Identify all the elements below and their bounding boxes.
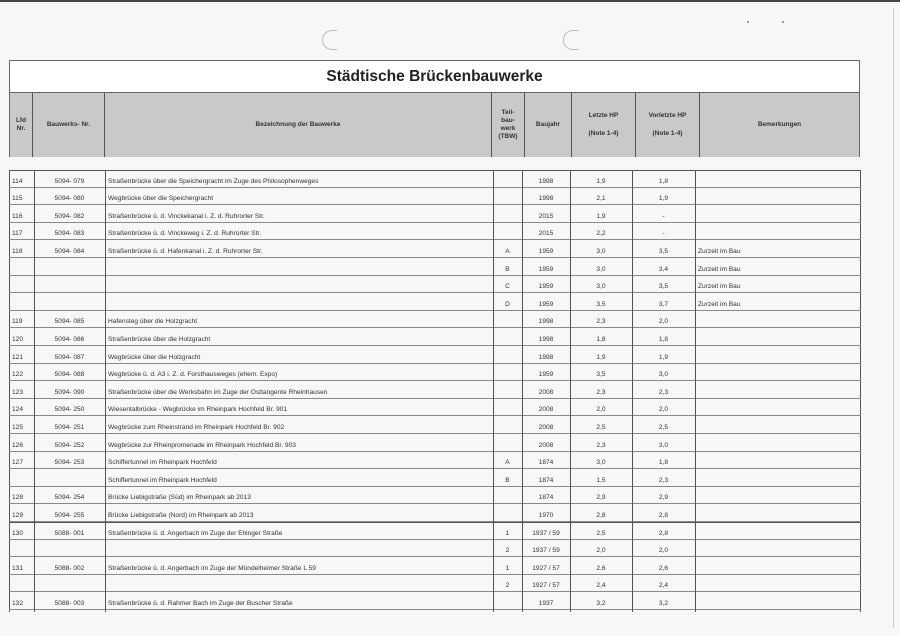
table-row xyxy=(9,522,861,540)
row-bemerkungen xyxy=(695,188,861,206)
row-bezeichnung: Wegbrücke über die Holzgracht xyxy=(105,346,493,364)
table-row xyxy=(9,592,861,610)
column-divider xyxy=(493,170,494,612)
row-bauwerks-nr xyxy=(34,540,105,558)
row-bauwerks-nr: 5094- 250 xyxy=(34,399,105,417)
row-bemerkungen xyxy=(695,364,861,382)
row-bauwerks-nr xyxy=(34,293,105,311)
table-row xyxy=(9,276,861,294)
table-row xyxy=(9,540,861,558)
row-baujahr: 1998 xyxy=(522,170,570,188)
row-bemerkungen xyxy=(695,434,861,452)
row-letzte-hp: 1,5 xyxy=(570,469,632,487)
row-lfd-nr: 118 xyxy=(9,240,34,258)
row-baujahr: 1937 / 59 xyxy=(522,540,570,558)
row-lfd-nr: 121 xyxy=(9,346,34,364)
table-row xyxy=(9,452,861,470)
row-baujahr: 1874 xyxy=(522,487,570,505)
row-bauwerks-nr: 5094- 083 xyxy=(34,223,105,241)
row-letzte-hp: 3,2 xyxy=(570,592,632,610)
row-vorletzte-hp: 2,0 xyxy=(632,399,695,417)
row-bezeichnung: Wegbrücke zum Rheinstrand im Rheinpark Hochfeld Br. 902 xyxy=(105,416,493,434)
punch-hole-mark xyxy=(563,30,578,50)
row-bauwerks-nr: 5094- 255 xyxy=(34,504,105,522)
row-bauwerks-nr: 5094- 090 xyxy=(34,381,105,399)
row-teilbauwerk xyxy=(493,223,522,241)
row-bauwerks-nr: 5088- 002 xyxy=(34,557,105,575)
row-vorletzte-hp: 1,9 xyxy=(632,188,695,206)
row-bezeichnung: Straßenbrücke ü. d. Angerbach im Zuge der Mündelheimer Straße L 59 xyxy=(105,557,493,575)
row-vorletzte-hp: - xyxy=(632,223,695,241)
row-bezeichnung: Straßenbrücke ü. d. Vinckeweg i. Z. d. Ruhrorter Str. xyxy=(105,223,493,241)
row-bezeichnung: Wegbrücke zur Rheinpromenade im Rheinpark Hochfeld Br. 903 xyxy=(105,434,493,452)
row-lfd-nr xyxy=(9,575,34,593)
row-lfd-nr xyxy=(9,540,34,558)
row-baujahr: 1998 xyxy=(522,346,570,364)
table-row xyxy=(9,557,861,575)
table-row xyxy=(9,311,861,329)
row-lfd-nr: 132 xyxy=(9,592,34,610)
table-row xyxy=(9,170,861,188)
row-letzte-hp: 2,9 xyxy=(570,487,632,505)
header-letzte-hp-line2: (Note 1-4) xyxy=(588,130,619,137)
row-teilbauwerk xyxy=(493,364,522,382)
row-letzte-hp: 3,0 xyxy=(570,258,632,276)
row-bemerkungen xyxy=(695,328,861,346)
table-row xyxy=(9,416,861,434)
row-bemerkungen xyxy=(695,487,861,505)
row-bezeichnung xyxy=(105,293,493,311)
row-lfd-nr: 122 xyxy=(9,364,34,382)
row-lfd-nr: 129 xyxy=(9,504,34,522)
bridge-table xyxy=(9,170,861,612)
row-bauwerks-nr: 5094- 086 xyxy=(34,328,105,346)
row-lfd-nr: 124 xyxy=(9,399,34,417)
row-bemerkungen xyxy=(695,381,861,399)
row-baujahr: 1998 xyxy=(522,188,570,206)
row-bauwerks-nr: 5094- 088 xyxy=(34,364,105,382)
row-baujahr: 1959 xyxy=(522,258,570,276)
row-lfd-nr: 114 xyxy=(9,170,34,188)
row-vorletzte-hp: 2,0 xyxy=(632,540,695,558)
row-bemerkungen: Zurzeit im Bau xyxy=(695,240,861,258)
row-letzte-hp: 2,3 xyxy=(570,381,632,399)
row-bauwerks-nr xyxy=(34,575,105,593)
table-row xyxy=(9,469,861,487)
row-bauwerks-nr xyxy=(34,276,105,294)
row-lfd-nr: 120 xyxy=(9,328,34,346)
row-bezeichnung: Straßenbrücke über die Werksbahn im Zuge der Osttangente Rheinhausen xyxy=(105,381,493,399)
row-vorletzte-hp: 1,8 xyxy=(632,452,695,470)
row-vorletzte-hp: 2,3 xyxy=(632,469,695,487)
header-vorletzte-hp-line2: (Note 1-4) xyxy=(652,130,683,137)
row-lfd-nr: 123 xyxy=(9,381,34,399)
row-teilbauwerk: 2 xyxy=(493,540,522,558)
row-baujahr: 1959 xyxy=(522,293,570,311)
row-bemerkungen xyxy=(695,504,861,522)
row-lfd-nr: 131 xyxy=(9,557,34,575)
header-letzte-hp-line1: Letzte HP xyxy=(588,111,619,119)
row-baujahr: 2008 xyxy=(522,399,570,417)
row-bemerkungen xyxy=(695,522,861,540)
row-vorletzte-hp: 2,0 xyxy=(632,311,695,329)
row-baujahr: 1927 / 57 xyxy=(522,575,570,593)
row-letzte-hp: 1,9 xyxy=(570,346,632,364)
row-letzte-hp: 3,5 xyxy=(570,364,632,382)
column-divider xyxy=(695,170,696,612)
row-bauwerks-nr: 5088- 001 xyxy=(34,522,105,540)
row-lfd-nr: 116 xyxy=(9,205,34,223)
row-teilbauwerk xyxy=(493,170,522,188)
row-teilbauwerk xyxy=(493,205,522,223)
row-vorletzte-hp: 3,0 xyxy=(632,364,695,382)
row-letzte-hp: 2,5 xyxy=(570,522,632,540)
row-teilbauwerk: C xyxy=(493,276,522,294)
row-letzte-hp: 2,8 xyxy=(570,504,632,522)
row-baujahr: 1937 xyxy=(522,592,570,610)
row-lfd-nr: 126 xyxy=(9,434,34,452)
row-baujahr: 2008 xyxy=(522,381,570,399)
column-divider xyxy=(570,170,571,612)
table-row xyxy=(9,575,861,593)
row-bezeichnung xyxy=(105,276,493,294)
punch-hole-mark xyxy=(322,30,337,50)
document-title: Städtische Brückenbauwerke xyxy=(10,61,859,93)
row-letzte-hp: 2,0 xyxy=(570,399,632,417)
row-bemerkungen xyxy=(695,452,861,470)
row-teilbauwerk xyxy=(493,311,522,329)
row-baujahr: 2015 xyxy=(522,223,570,241)
row-bezeichnung: Wegbrücke über die Speichergracht xyxy=(105,188,493,206)
row-letzte-hp: 3,5 xyxy=(570,293,632,311)
row-bauwerks-nr: 5094- 085 xyxy=(34,311,105,329)
row-bemerkungen xyxy=(695,311,861,329)
row-vorletzte-hp: 1,8 xyxy=(632,328,695,346)
header-bezeichnung-label: Bezeichnung der Bauwerke xyxy=(255,120,341,128)
column-divider xyxy=(34,170,35,612)
row-teilbauwerk xyxy=(493,416,522,434)
row-bauwerks-nr: 5094- 080 xyxy=(34,188,105,206)
row-vorletzte-hp: - xyxy=(632,205,695,223)
row-bezeichnung: Wegbrücke ü. d. A3 i. Z. d. Forsthausweges (ehem. Expo) xyxy=(105,364,493,382)
row-vorletzte-hp: 2,4 xyxy=(632,575,695,593)
row-vorletzte-hp: 2,9 xyxy=(632,487,695,505)
row-vorletzte-hp: 1,9 xyxy=(632,346,695,364)
row-bemerkungen xyxy=(695,575,861,593)
row-bezeichnung xyxy=(105,575,493,593)
row-bauwerks-nr: 5094- 251 xyxy=(34,416,105,434)
row-letzte-hp: 1,9 xyxy=(570,170,632,188)
row-lfd-nr: 117 xyxy=(9,223,34,241)
row-letzte-hp: 3,0 xyxy=(570,240,632,258)
row-bauwerks-nr: 5094- 252 xyxy=(34,434,105,452)
table-row xyxy=(9,223,861,241)
column-header-row xyxy=(10,93,859,157)
row-baujahr: 1959 xyxy=(522,364,570,382)
row-letzte-hp: 3,0 xyxy=(570,452,632,470)
row-baujahr: 2015 xyxy=(522,205,570,223)
row-vorletzte-hp: 2,8 xyxy=(632,522,695,540)
row-baujahr: 1998 xyxy=(522,311,570,329)
header-bauwerks-nr xyxy=(33,93,105,157)
header-tbw-line1: Teil- xyxy=(501,108,515,116)
row-bezeichnung: Schiffertunnel im Rheinpark Hochfeld xyxy=(105,452,493,470)
row-bemerkungen xyxy=(695,399,861,417)
row-letzte-hp: 2,6 xyxy=(570,557,632,575)
row-vorletzte-hp: 1,8 xyxy=(632,170,695,188)
row-bauwerks-nr: 5094- 079 xyxy=(34,170,105,188)
row-bezeichnung xyxy=(105,540,493,558)
row-teilbauwerk: A xyxy=(493,452,522,470)
row-bezeichnung: Straßenbrücke über die Holzgracht xyxy=(105,328,493,346)
header-lfd-line1: Lfd xyxy=(15,116,27,124)
column-divider xyxy=(632,170,633,612)
row-bezeichnung: Brücke Liebigstraße (Süd) im Rheinpark ab 2013 xyxy=(105,487,493,505)
row-letzte-hp: 1,9 xyxy=(570,205,632,223)
row-vorletzte-hp: 2,5 xyxy=(632,416,695,434)
row-teilbauwerk: D xyxy=(493,293,522,311)
row-vorletzte-hp: 3,5 xyxy=(632,276,695,294)
header-teilbauwerk xyxy=(492,93,525,157)
row-baujahr: 1970 xyxy=(522,504,570,522)
row-bemerkungen xyxy=(695,416,861,434)
row-bemerkungen: Zurzeit im Bau xyxy=(695,276,861,294)
header-bemerkungen xyxy=(700,93,859,157)
table-row xyxy=(9,364,861,382)
row-bemerkungen xyxy=(695,223,861,241)
row-teilbauwerk: 2 xyxy=(493,575,522,593)
column-divider xyxy=(522,170,523,612)
row-vorletzte-hp: 3,2 xyxy=(632,592,695,610)
row-teilbauwerk xyxy=(493,592,522,610)
row-teilbauwerk xyxy=(493,504,522,522)
row-lfd-nr xyxy=(9,258,34,276)
table-row xyxy=(9,240,861,258)
row-baujahr: 1998 xyxy=(522,328,570,346)
row-bemerkungen xyxy=(695,592,861,610)
table-row xyxy=(9,399,861,417)
row-letzte-hp: 2,4 xyxy=(570,575,632,593)
row-bauwerks-nr: 5094- 084 xyxy=(34,240,105,258)
row-lfd-nr: 125 xyxy=(9,416,34,434)
table-row xyxy=(9,188,861,206)
row-bauwerks-nr xyxy=(34,258,105,276)
row-lfd-nr: 127 xyxy=(9,452,34,470)
row-letzte-hp: 2,5 xyxy=(570,416,632,434)
row-teilbauwerk xyxy=(493,487,522,505)
row-bemerkungen xyxy=(695,205,861,223)
scan-right-edge xyxy=(893,8,894,628)
row-letzte-hp: 2,3 xyxy=(570,434,632,452)
row-teilbauwerk: 1 xyxy=(493,522,522,540)
row-baujahr: 2008 xyxy=(522,416,570,434)
header-letzte-hp xyxy=(572,93,636,157)
row-teilbauwerk xyxy=(493,399,522,417)
table-row xyxy=(9,258,861,276)
column-divider xyxy=(105,170,106,612)
table-row xyxy=(9,293,861,311)
header-baujahr xyxy=(525,93,572,157)
table-row xyxy=(9,328,861,346)
row-vorletzte-hp: 3,7 xyxy=(632,293,695,311)
row-bezeichnung: Straßenbrücke ü. d. Hafenkanal i. Z. d. Ruhrorter Str. xyxy=(105,240,493,258)
table-row xyxy=(9,381,861,399)
table-row xyxy=(9,434,861,452)
row-bezeichnung: Hafensteg über die Holzgracht xyxy=(105,311,493,329)
row-bezeichnung: Straßenbrücke ü. d. Angerbach im Zuge der Ehinger Straße xyxy=(105,522,493,540)
row-lfd-nr: 130 xyxy=(9,522,34,540)
header-tbw-line3: werk xyxy=(500,125,516,132)
row-teilbauwerk: B xyxy=(493,258,522,276)
header-lfd-nr xyxy=(10,93,33,157)
row-baujahr: 1937 / 59 xyxy=(522,522,570,540)
row-vorletzte-hp: 3,4 xyxy=(632,258,695,276)
row-teilbauwerk: A xyxy=(493,240,522,258)
scan-speck xyxy=(747,21,749,23)
header-bemerkungen-label: Bemerkungen xyxy=(757,120,802,128)
row-letzte-hp: 1,8 xyxy=(570,328,632,346)
scan-speck xyxy=(782,21,784,23)
scan-top-border xyxy=(0,0,900,2)
row-letzte-hp: 2,3 xyxy=(570,311,632,329)
header-bezeichnung xyxy=(105,93,492,157)
row-vorletzte-hp: 3,0 xyxy=(632,434,695,452)
row-baujahr: 1874 xyxy=(522,469,570,487)
row-baujahr: 1927 / 57 xyxy=(522,557,570,575)
row-baujahr: 1959 xyxy=(522,276,570,294)
row-vorletzte-hp: 2,6 xyxy=(632,557,695,575)
row-lfd-nr: 119 xyxy=(9,311,34,329)
row-teilbauwerk xyxy=(493,328,522,346)
row-bemerkungen xyxy=(695,346,861,364)
row-teilbauwerk xyxy=(493,434,522,452)
header-bauwerks-nr-label: Bauwerks- Nr. xyxy=(46,120,91,128)
row-lfd-nr xyxy=(9,293,34,311)
row-letzte-hp: 2,0 xyxy=(570,540,632,558)
row-vorletzte-hp: 3,5 xyxy=(632,240,695,258)
group-separator xyxy=(9,522,861,523)
row-letzte-hp: 2,1 xyxy=(570,188,632,206)
row-letzte-hp: 3,0 xyxy=(570,276,632,294)
row-teilbauwerk xyxy=(493,381,522,399)
row-baujahr: 1874 xyxy=(522,452,570,470)
table-row xyxy=(9,504,861,522)
row-vorletzte-hp: 2,3 xyxy=(632,381,695,399)
table-row xyxy=(9,346,861,364)
row-bemerkungen: Zurzeit im Bau xyxy=(695,258,861,276)
row-bezeichnung: Straßenbrücke ü. d. Rahmer Bach im Zuge der Buscher Straße xyxy=(105,592,493,610)
row-bauwerks-nr: 5094- 087 xyxy=(34,346,105,364)
row-teilbauwerk: 1 xyxy=(493,557,522,575)
row-teilbauwerk xyxy=(493,346,522,364)
table-row xyxy=(9,205,861,223)
row-bezeichnung: Straßenbrücke ü. d. Vinckekanal i. Z. d. Ruhrorter Str. xyxy=(105,205,493,223)
row-lfd-nr: 115 xyxy=(9,188,34,206)
row-bezeichnung xyxy=(105,258,493,276)
row-lfd-nr: 128 xyxy=(9,487,34,505)
row-bezeichnung: Straßenbrücke über die Speichergracht im Zuge des Philosophenweges xyxy=(105,170,493,188)
row-bauwerks-nr: 5094- 254 xyxy=(34,487,105,505)
row-bezeichnung: Schiffertunnel im Rheinpark Hochfeld xyxy=(105,469,493,487)
row-bemerkungen: Zurzeit im Bau xyxy=(695,293,861,311)
row-bemerkungen xyxy=(695,469,861,487)
row-bauwerks-nr: 5094- 253 xyxy=(34,452,105,470)
row-lfd-nr xyxy=(9,276,34,294)
row-teilbauwerk: B xyxy=(493,469,522,487)
row-teilbauwerk xyxy=(493,188,522,206)
row-vorletzte-hp: 2,8 xyxy=(632,504,695,522)
header-vorletzte-hp-line1: Vorletzte HP xyxy=(648,111,687,119)
row-bemerkungen xyxy=(695,557,861,575)
row-bauwerks-nr xyxy=(34,469,105,487)
row-bauwerks-nr: 5094- 082 xyxy=(34,205,105,223)
row-bauwerks-nr: 5088- 003 xyxy=(34,592,105,610)
header-baujahr-label: Baujahr xyxy=(535,120,561,128)
header-tbw-line2: bau- xyxy=(501,116,515,124)
table-row xyxy=(9,487,861,505)
header-vorletzte-hp xyxy=(636,93,700,157)
row-baujahr: 2008 xyxy=(522,434,570,452)
row-bezeichnung: Brücke Liebigstraße (Nord) im Rheinpark ab 2013 xyxy=(105,504,493,522)
row-letzte-hp: 2,2 xyxy=(570,223,632,241)
row-bemerkungen xyxy=(695,170,861,188)
table-header-box xyxy=(9,60,860,157)
row-lfd-nr xyxy=(9,469,34,487)
row-bezeichnung: Wiesentalbrücke - Wegbrücke im Rheinpark Hochfeld Br. 901 xyxy=(105,399,493,417)
row-bemerkungen xyxy=(695,540,861,558)
header-tbw-line4: (TBW) xyxy=(498,133,518,141)
header-lfd-line2: Nr. xyxy=(16,125,26,132)
row-baujahr: 1959 xyxy=(522,240,570,258)
